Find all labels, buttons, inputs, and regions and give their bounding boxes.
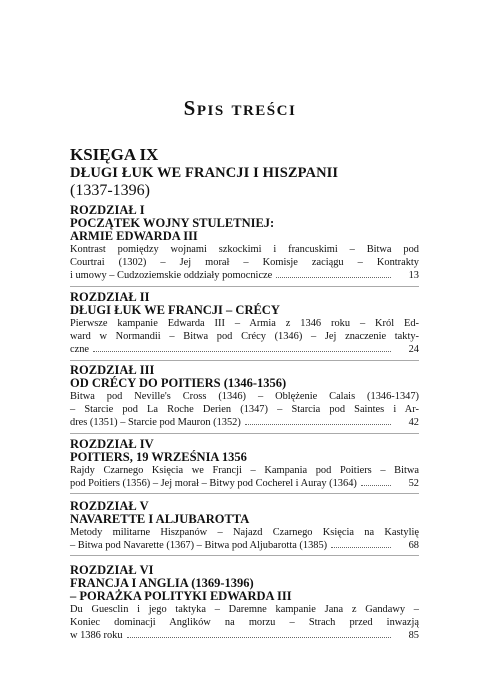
chapter-description [70, 526, 419, 552]
description-line: – Bitwa pod Navarette (1367) – Bitwa pod Aljubarotta (1385) [70, 540, 328, 552]
book-years: (1337-1396) [70, 182, 150, 199]
chapter-divider [70, 286, 419, 287]
description-last-line [70, 416, 419, 429]
page-title: Spis treści [183, 96, 297, 120]
description-line: Du Guesclin i jego taktyka – Daremne kampanie Jana z Gandawy – [70, 604, 419, 615]
chapter-divider [70, 493, 419, 494]
book-number: KSIĘGA IX [70, 145, 159, 164]
chapter-title-line: ARMIE EDWARDA III [70, 229, 198, 243]
page-number: 42 [408, 417, 419, 429]
chapter-description [70, 603, 419, 643]
chapter-divider [70, 360, 419, 361]
chapter-title-line: DŁUGI ŁUK WE FRANCJI – CRÉCY [70, 303, 280, 317]
page-number: 24 [408, 344, 419, 356]
chapter-description [70, 390, 419, 430]
description-last-line [70, 343, 419, 356]
chapter-entry [70, 438, 419, 494]
description-line: czne [70, 344, 90, 356]
chapter-entry [70, 364, 419, 434]
description-line: i umowy – Cudzoziemskie oddziały pomocnicze [70, 270, 273, 282]
chapter-entry [70, 204, 419, 287]
chapter-entry [70, 291, 419, 361]
description-last-line [70, 269, 419, 282]
book-title: DŁUGI ŁUK WE FRANCJI I HISZPANII [70, 165, 339, 181]
description-last-line [70, 629, 419, 642]
page-number: 13 [408, 270, 419, 282]
chapter-label: ROZDZIAŁ VI [70, 563, 154, 577]
description-line: Courtrai (1302) – Jej morał – Komisje zaciągu – Kontrakty [70, 257, 419, 269]
chapter-title-line: POITIERS, 19 WRZEŚNIA 1356 [70, 450, 247, 464]
chapter-divider [70, 433, 419, 434]
description-line: Kontrast pomiędzy wojnami szkockimi i francuskimi – Bitwa pod [70, 244, 419, 255]
chapter-title-line: – PORAŻKA POLITYKI EDWARDA III [70, 589, 292, 603]
page-number: 52 [408, 478, 419, 490]
chapter-description [70, 464, 419, 490]
dot-leader [276, 277, 391, 278]
description-line: pod Poitiers (1356) – Jej morał – Bitwy pod Cocherel i Auray (1364) [70, 478, 357, 490]
dot-leader [361, 485, 391, 486]
book-heading [70, 146, 410, 200]
chapter-title [70, 513, 419, 526]
chapter-title [70, 451, 419, 464]
chapter-label: ROZDZIAŁ II [70, 290, 150, 304]
chapter-label: ROZDZIAŁ I [70, 203, 145, 217]
chapter-description [70, 243, 419, 283]
description-line: – Starcie pod La Roche Derien (1347) – Starcia pod Saintes i Ar- [70, 404, 419, 416]
description-line: Rajdy Czarnego Księcia we Francji – Kampania pod Poitiers – Bitwa [70, 465, 419, 476]
description-line: ward w Normandii – Bitwa pod Crécy (1346) – Jej znaczenie takty- [70, 331, 419, 343]
chapter-title [70, 577, 419, 603]
description-line: Koniec dominacji Anglików na morzu – Strach przed inwazją [70, 617, 419, 629]
chapter-title-line: POCZĄTEK WOJNY STULETNIEJ: [70, 216, 275, 230]
chapter-label: ROZDZIAŁ IV [70, 437, 154, 451]
description-line: Metody militarne Hiszpanów – Najazd Czarnego Księcia na Kastylię [70, 527, 419, 538]
page-number: 85 [408, 630, 419, 642]
dot-leader [245, 424, 391, 425]
chapter-divider [70, 555, 419, 556]
description-line: dres (1351) – Starcie pod Mauron (1352) [70, 417, 241, 429]
description-last-line [70, 477, 419, 490]
chapter-title-line: FRANCJA I ANGLIA (1369-1396) [70, 576, 254, 590]
description-line: Bitwa pod Neville's Cross (1346) – Oblężenie Calais (1346-1347) [70, 391, 419, 402]
chapter-title [70, 217, 419, 243]
chapter-label: ROZDZIAŁ III [70, 363, 155, 377]
description-last-line [70, 539, 419, 552]
chapter-title-line: OD CRÉCY DO POITIERS (1346-1356) [70, 376, 287, 390]
chapter-description [70, 317, 419, 357]
description-line: Pierwsze kampanie Edwarda III – Armia z 1346 roku – Król Ed- [70, 318, 419, 329]
chapter-label: ROZDZIAŁ V [70, 499, 149, 513]
dot-leader [93, 351, 391, 352]
page-number: 68 [408, 540, 419, 552]
chapter-entry [70, 564, 419, 643]
description-line: w 1386 roku [70, 630, 123, 642]
dot-leader [127, 637, 391, 638]
dot-leader [331, 547, 391, 548]
chapter-entry [70, 500, 419, 556]
chapter-title [70, 377, 419, 390]
chapter-title [70, 304, 419, 317]
chapter-title-line: NAVARETTE I ALJUBAROTTA [70, 512, 250, 526]
